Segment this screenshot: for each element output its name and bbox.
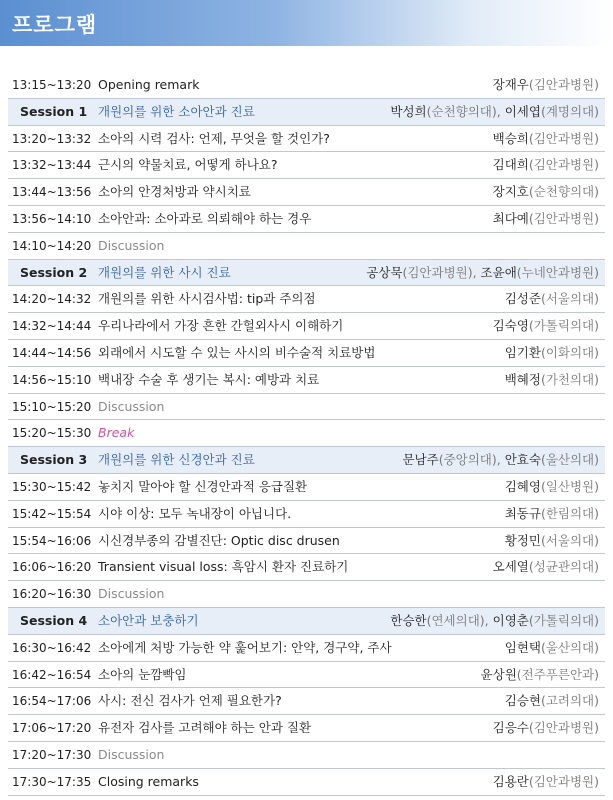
speaker-affiliation: (고려의대) [540,693,599,709]
speaker [493,72,599,99]
time-slot: 13:32~13:44 [12,158,92,173]
time-slot: 14:20~14:32 [12,292,92,307]
speaker [493,715,599,742]
topic-title: Discussion [98,237,165,253]
time-slot: 13:20~13:32 [12,131,92,146]
speaker-affiliation: (한림의대) [540,505,599,521]
time-slot: 13:44~13:56 [12,185,92,200]
speaker-affiliation: (김안과병원) [528,720,599,736]
speaker-name: 윤상원 [480,666,517,682]
program-row [8,688,605,715]
speaker [366,260,599,287]
topic-title: 소아안과: 소아과로 의뢰해야 하는 경우 [98,210,312,226]
speaker-name: 김혜영 [504,478,541,494]
session-label: Session 2 [20,264,88,280]
time-slot: 15:30~15:42 [12,479,92,494]
program-row [8,528,605,555]
time-slot: 16:06~16:20 [12,560,92,575]
speaker [493,313,599,340]
speaker-name: 김응수 [492,720,529,736]
time-slot: 15:10~15:20 [12,399,92,414]
speaker-affiliation: (계명의대) [540,103,599,119]
program-row [8,501,605,528]
program-row [8,581,605,608]
topic-title: 백내장 수술 후 생기는 복시: 예방과 치료 [98,371,320,387]
speaker-affiliation: (순천향의대), [426,103,505,119]
speaker-affiliation: (김안과병원) [528,130,599,146]
speaker [505,501,599,528]
speaker [390,99,599,126]
program-row [8,286,605,313]
speaker-affiliation: (울산의대) [540,452,599,468]
speaker-affiliation: (누네안과병원) [516,264,599,280]
topic-title: Discussion [98,746,165,762]
speaker [493,206,599,233]
program-row [8,126,605,153]
topic-title: Discussion [98,398,165,414]
time-slot: 13:56~14:10 [12,211,92,226]
topic-title: 소아의 시력 검사: 언제, 무엇을 할 것인가? [98,130,330,146]
topic-title: 소아의 안경처방과 약시치료 [98,184,251,200]
program-row [8,635,605,662]
program-row [8,554,605,581]
topic-title: 사시: 전신 검사가 언제 필요한가? [98,693,282,709]
time-slot: 16:30~16:42 [12,640,92,655]
speaker-affiliation: (이화의대) [540,344,599,360]
speaker [493,179,599,206]
time-slot: 17:20~17:30 [12,747,92,762]
speaker-affiliation: (중앙의대), [438,452,505,468]
program-row [8,367,605,394]
speaker [493,126,599,153]
speaker-name: 문남주 [402,452,439,468]
speaker-affiliation: (김안과병원) [528,157,599,173]
session-row [8,260,605,287]
session-title: 개원의를 위한 신경안과 진료 [98,452,255,468]
speaker-name: 안효숙 [504,452,541,468]
speaker-name: 오세열 [492,559,529,575]
program-row [8,152,605,179]
program-row [8,394,605,421]
speaker-affiliation: (순천향의대) [528,184,599,200]
speaker-name: 장재우 [492,77,529,92]
topic-title: Discussion [98,586,165,602]
program-row [8,662,605,689]
speaker-affiliation: (김안과병원) [528,77,599,92]
time-slot: 14:10~14:20 [12,238,92,253]
session-row [8,99,605,126]
speaker [505,286,599,313]
speaker-name: 김승현 [504,693,541,709]
page-header [0,0,613,46]
speaker-name: 김용란 [492,773,529,789]
speaker [481,662,599,689]
topic-title: 개원의를 위한 사시검사법: tip과 주의점 [98,291,316,307]
program-row [8,340,605,367]
program-row [8,233,605,260]
speaker-affiliation: (김안과병원) [528,773,599,789]
speaker [493,769,599,796]
speaker-affiliation: (성균관의대) [528,559,599,575]
speaker-affiliation: (가천의대) [540,371,599,387]
speaker [402,447,599,474]
speaker-affiliation: (일산병원) [540,478,599,494]
topic-title: 우리나라에서 가장 흔한 간헐외사시 이해하기 [98,318,344,334]
topic-title: Transient visual loss: 흑암시 환자 진료하기 [98,559,349,575]
session-title: 개원의를 위한 소아안과 진료 [98,103,255,119]
session-label: Session 3 [20,452,88,468]
page-title: 프로그램 [12,13,98,37]
session-label: Session 4 [20,612,88,628]
time-slot: 17:30~17:35 [12,774,92,789]
speaker [505,688,599,715]
program-row [8,420,605,447]
time-slot: 16:54~17:06 [12,694,92,709]
speaker-affiliation: (전주푸른안과) [516,666,599,682]
speaker-affiliation: (가톨릭의대) [528,612,599,628]
program-row [8,313,605,340]
speaker-name: 이영춘 [492,612,529,628]
program-row [8,769,605,796]
speaker-name: 임현택 [504,639,541,655]
topic-title: 시야 이상: 모두 녹내장이 아닙니다. [98,505,292,521]
topic-title: 놓치지 말아야 할 신경안과적 응급질환 [98,478,308,494]
time-slot: 15:20~15:30 [12,426,92,441]
topic-title: 외래에서 시도할 수 있는 사시의 비수술적 치료방법 [98,344,376,360]
time-slot: 14:56~15:10 [12,372,92,387]
speaker-affiliation: (연세의대), [426,612,493,628]
speaker [493,152,599,179]
speaker [505,340,599,367]
session-title: 소아안과 보충하기 [98,612,199,628]
session-row [8,608,605,635]
topic-title: Break [98,425,135,441]
speaker-name: 최다예 [492,210,529,226]
topic-title: 유전자 검사를 고려해야 하는 안과 질환 [98,720,312,736]
speaker-name: 김숙영 [492,318,529,334]
speaker-name: 공상묵 [366,264,403,280]
speaker-name: 황정민 [504,532,541,548]
program-row [8,742,605,769]
program-row [8,715,605,742]
program-row [8,72,605,99]
speaker-name: 장지호 [492,184,529,200]
speaker-name: 박성희 [390,103,427,119]
session-row [8,447,605,474]
speaker [505,528,599,555]
topic-title: Closing remarks [98,773,199,789]
speaker-name: 김성준 [504,291,541,307]
speaker-affiliation: (김안과병원), [402,264,481,280]
speaker-affiliation: (서울의대) [540,291,599,307]
topic-title: 소아에게 처방 가능한 약 훑어보기: 안약, 경구약, 주사 [98,639,392,655]
time-slot: 16:42~16:54 [12,667,92,682]
speaker [505,367,599,394]
topic-title: 소아의 눈깜빡임 [98,666,187,682]
speaker-affiliation: (서울의대) [540,532,599,548]
time-slot: 13:15~13:20 [12,78,92,92]
time-slot: 17:06~17:20 [12,721,92,736]
time-slot: 14:32~14:44 [12,319,92,334]
program-table [8,72,605,796]
speaker [493,554,599,581]
speaker-name: 이세엽 [504,103,541,119]
program-row [8,206,605,233]
speaker [505,635,599,662]
speaker [390,608,599,635]
session-title: 개원의를 위한 사시 진료 [98,264,231,280]
speaker-affiliation: (김안과병원) [528,210,599,226]
topic-title: 시신경부종의 감별진단: Optic disc drusen [98,532,340,548]
session-label: Session 1 [20,103,88,119]
speaker-name: 최동규 [504,505,541,521]
topic-title: 근시의 약물치료, 어떻게 하나요? [98,157,278,173]
speaker-name: 한승한 [390,612,427,628]
speaker [505,474,599,501]
time-slot: 15:54~16:06 [12,533,92,548]
speaker-name: 조윤애 [480,264,517,280]
time-slot: 14:44~14:56 [12,345,92,360]
program-row [8,474,605,501]
time-slot: 16:20~16:30 [12,587,92,602]
speaker-name: 김대희 [492,157,529,173]
time-slot: 15:42~15:54 [12,506,92,521]
program-row [8,179,605,206]
speaker-name: 백혜정 [504,371,541,387]
topic-title: Opening remark [98,77,200,92]
speaker-affiliation: (가톨릭의대) [528,318,599,334]
speaker-affiliation: (울산의대) [540,639,599,655]
speaker-name: 임기환 [504,344,541,360]
speaker-name: 백승희 [492,130,529,146]
